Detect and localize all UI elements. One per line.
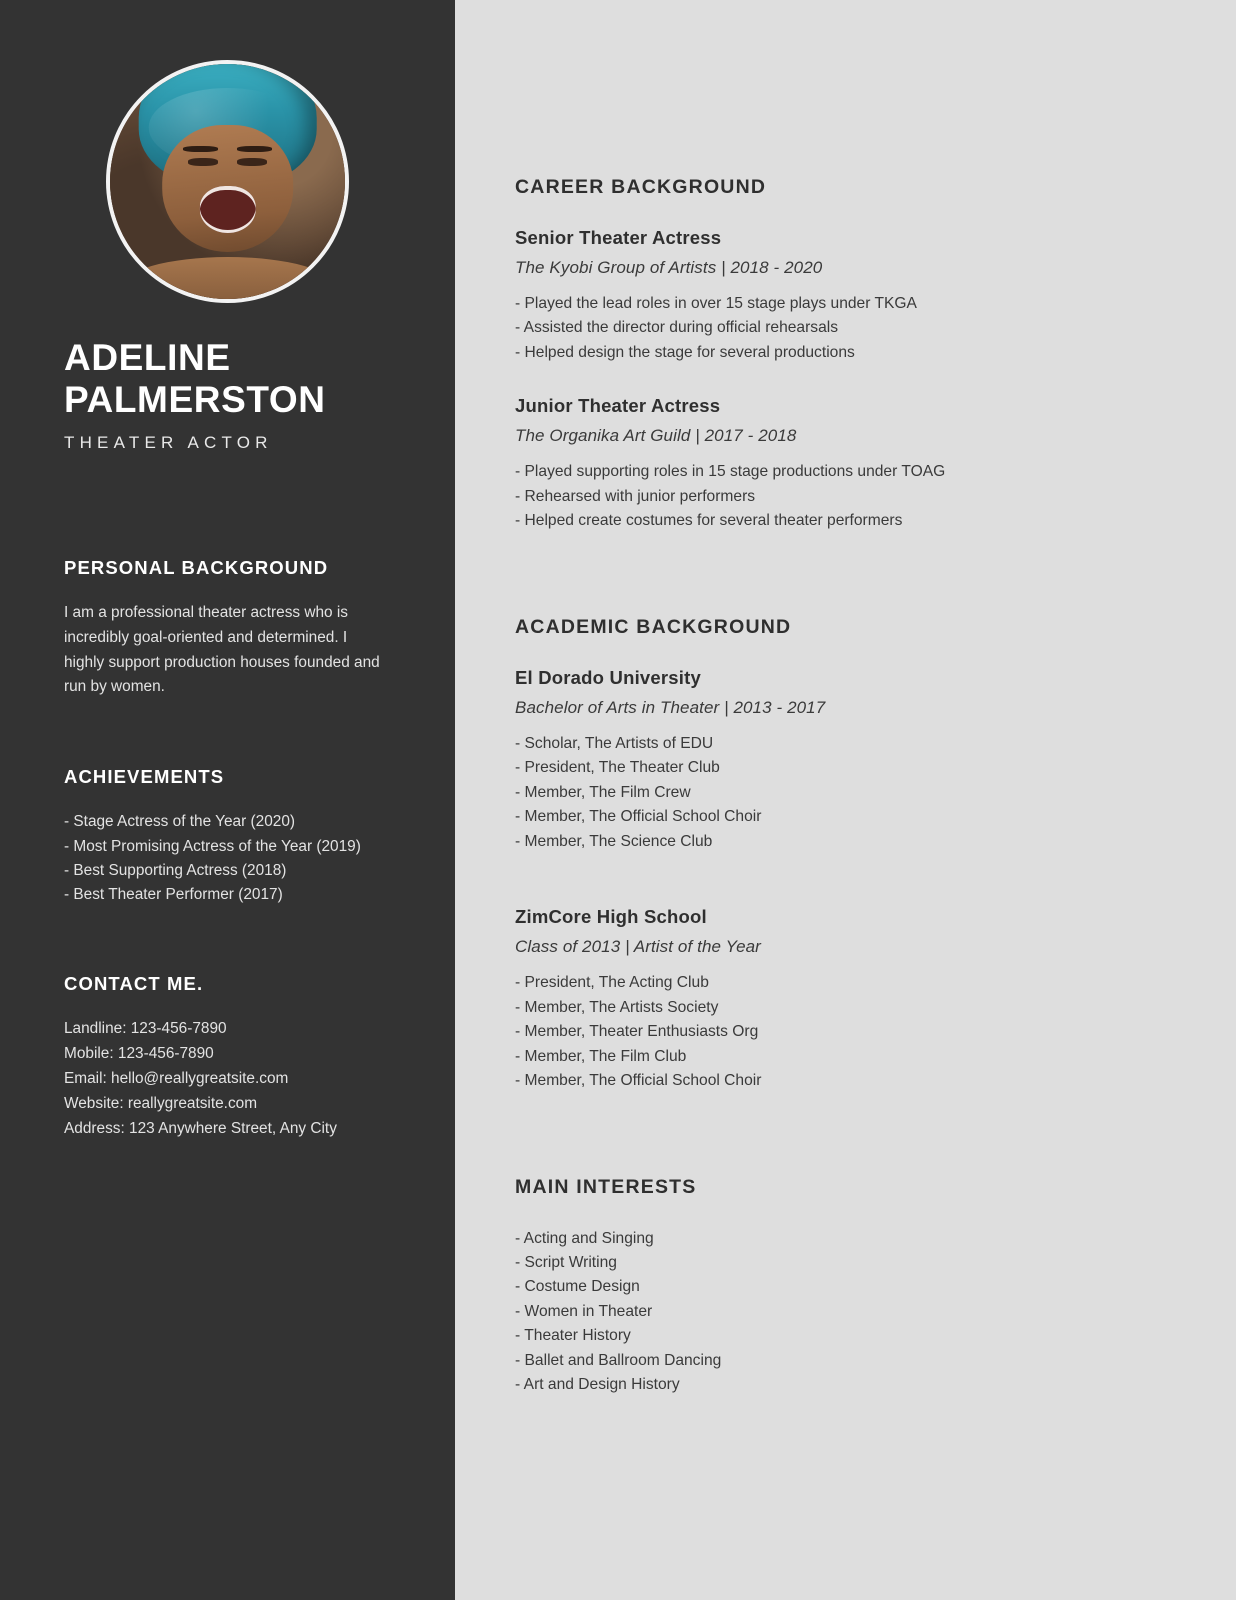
spacer (515, 884, 1116, 906)
contact-email[interactable]: Email: hello@reallygreatsite.com (64, 1070, 289, 1088)
list-item: - Rehearsed with junior performers (515, 487, 756, 505)
list-item: - Best Supporting Actress (2018) (64, 861, 287, 879)
section-academic-background (515, 616, 1116, 1094)
page-title (64, 337, 391, 421)
entry-bullets (515, 460, 1116, 533)
list-item: - Ballet and Ballroom Dancing (515, 1351, 722, 1369)
entry-title: Senior Theater Actress (515, 227, 722, 248)
section-contact (64, 973, 391, 1142)
job-role: THEATER ACTOR (64, 432, 273, 452)
list-item: - Stage Actress of the Year (2020) (64, 813, 296, 831)
main-content (455, 0, 1236, 1600)
list-item: - Scholar, The Artists of EDU (515, 734, 714, 752)
list-item: - Member, The Official School Choir (515, 808, 762, 826)
interests-list (515, 1227, 1116, 1398)
entry-subtitle: Class of 2013 | Artist of the Year (515, 937, 761, 957)
personal-background-text: I am a professional theater actress who is incredibly goal-oriented and determined. I highly support production houses founded and run by women. (64, 603, 380, 696)
avatar (106, 60, 349, 303)
contact-landline: Landline: 123-456-7890 (64, 1020, 227, 1038)
list-item: - Helped design the stage for several productions (515, 343, 855, 361)
entry-bullets (515, 732, 1116, 854)
list-item: - Member, The Film Club (515, 1047, 687, 1065)
entry-subtitle: The Organika Art Guild | 2017 - 2018 (515, 426, 797, 446)
spacer (515, 1124, 1116, 1176)
entry-bullets (515, 971, 1116, 1093)
portrait-photo-icon (110, 64, 345, 299)
contact-mobile: Mobile: 123-456-7890 (64, 1045, 214, 1063)
list-item: - Women in Theater (515, 1302, 653, 1320)
entry-title: El Dorado University (515, 666, 701, 688)
list-item: - Member, Theater Enthusiasts Org (515, 1023, 759, 1041)
list-item: - Member, The Official School Choir (515, 1072, 762, 1090)
main-interests-heading: MAIN INTERESTS (515, 1175, 697, 1198)
academic-background-heading: ACADEMIC BACKGROUND (515, 615, 792, 638)
list-item: - Member, The Artists Society (515, 998, 719, 1016)
entry-title: Junior Theater Actress (515, 395, 721, 417)
list-item: - President, The Acting Club (515, 974, 709, 992)
academic-entry (515, 667, 1116, 854)
section-main-interests (515, 1176, 1116, 1398)
section-personal-background (64, 557, 391, 701)
entry-subtitle: Bachelor of Arts in Theater | 2013 - 2017 (515, 697, 826, 717)
list-item: - Art and Design History (515, 1376, 680, 1394)
list-item: - Costume Design (515, 1278, 640, 1296)
spacer (515, 564, 1116, 616)
contact-address: Address: 123 Anywhere Street, Any City (64, 1119, 337, 1137)
first-name: ADELINE (64, 337, 231, 378)
entry-title: ZimCore High School (515, 906, 707, 928)
entry-bullets (515, 292, 1116, 365)
list-item: - President, The Theater Club (515, 759, 720, 777)
contact-website[interactable]: Website: reallygreatsite.com (64, 1095, 258, 1113)
last-name: PALMERSTON (64, 378, 326, 420)
section-achievements (64, 766, 391, 907)
list-item: - Acting and Singing (515, 1229, 654, 1247)
career-entry (515, 227, 1116, 365)
career-entry (515, 395, 1116, 533)
list-item: - Member, The Science Club (515, 832, 713, 850)
contact-heading: CONTACT ME. (64, 973, 204, 995)
list-item: - Played the lead roles in over 15 stage plays under TKGA (515, 295, 917, 312)
list-item: - Script Writing (515, 1253, 617, 1271)
list-item: - Played supporting roles in 15 stage productions under TOAG (515, 463, 946, 481)
achievements-heading: ACHIEVEMENTS (64, 766, 225, 788)
list-item: - Best Theater Performer (2017) (64, 885, 283, 903)
entry-subtitle: The Kyobi Group of Artists | 2018 - 2020 (515, 258, 823, 277)
contact-list (64, 1017, 391, 1142)
personal-background-heading: PERSONAL BACKGROUND (64, 556, 329, 578)
list-item: - Member, The Film Crew (515, 783, 691, 801)
achievements-list (64, 810, 391, 907)
sidebar (0, 0, 455, 1600)
list-item: - Helped create costumes for several theater performers (515, 512, 903, 530)
list-item: - Theater History (515, 1327, 631, 1345)
career-background-heading: CAREER BACKGROUND (515, 176, 767, 198)
list-item: - Most Promising Actress of the Year (2019) (64, 837, 361, 855)
academic-entry (515, 906, 1116, 1093)
section-career-background (515, 176, 1116, 534)
list-item: - Assisted the director during official rehearsals (515, 319, 839, 337)
